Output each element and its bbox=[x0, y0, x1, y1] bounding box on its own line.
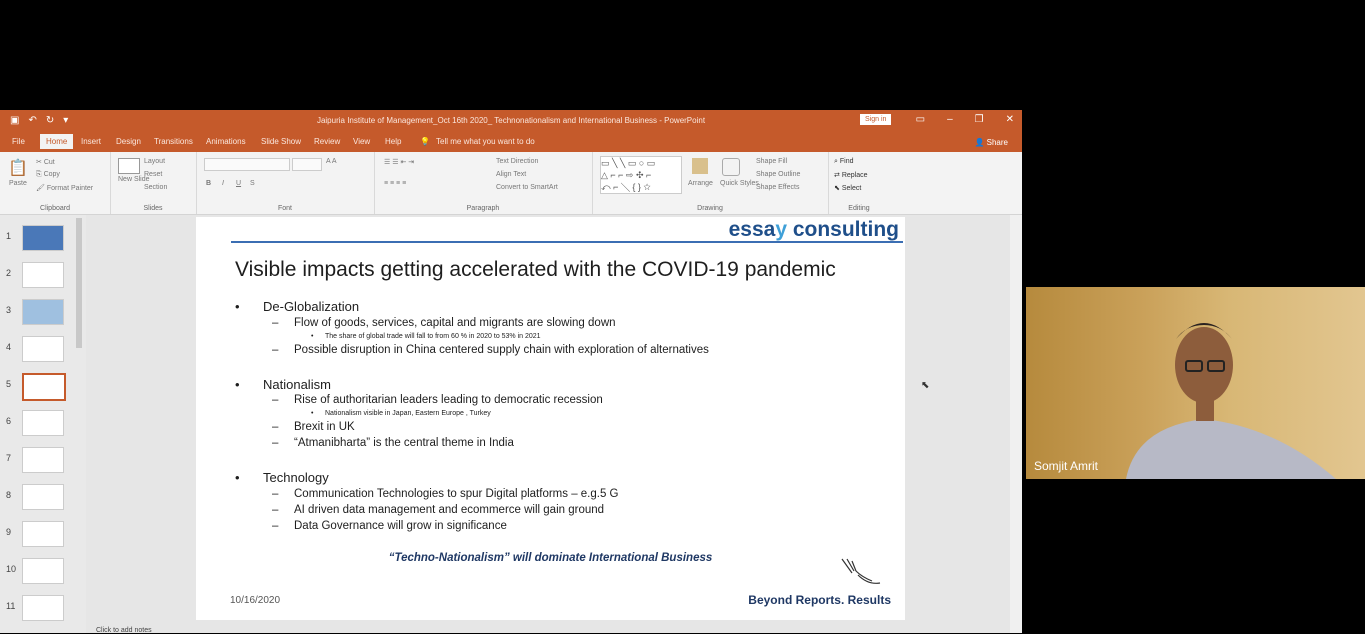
video-tile bbox=[1026, 287, 1365, 479]
tab-insert[interactable]: Insert bbox=[81, 137, 102, 146]
replace-button[interactable] bbox=[834, 171, 868, 179]
thumbnail-scrollbar[interactable] bbox=[76, 218, 82, 348]
tab-home[interactable]: Home bbox=[40, 134, 73, 149]
bullet-item: – “Atmanibharta” is the central theme in India bbox=[272, 437, 514, 449]
thumbnail-image bbox=[22, 558, 64, 584]
ribbon-tabs bbox=[0, 132, 1022, 152]
shape-fill-button[interactable]: Shape Fill bbox=[756, 158, 788, 165]
header-rule bbox=[231, 241, 903, 243]
bullet-heading: • De-Globalization bbox=[235, 299, 360, 314]
shape-outline-button[interactable]: Shape Outline bbox=[756, 171, 801, 178]
thumbnail-image bbox=[22, 521, 64, 547]
thumbnail-slide[interactable] bbox=[0, 299, 86, 329]
thumbnail-image bbox=[22, 595, 64, 621]
thumbnail-slide[interactable] bbox=[0, 262, 86, 292]
font-size-input[interactable] bbox=[292, 158, 322, 171]
underline-button[interactable]: U bbox=[236, 180, 242, 187]
arrange-icon bbox=[692, 158, 708, 174]
find-label: Find bbox=[839, 158, 854, 165]
paragraph-group bbox=[374, 152, 593, 214]
grow-font-icon[interactable]: A A bbox=[326, 158, 337, 165]
share-button[interactable] bbox=[974, 138, 1008, 147]
cut-button[interactable] bbox=[36, 158, 55, 166]
dash-icon: – bbox=[272, 488, 279, 500]
thumbnail-number: 4 bbox=[6, 342, 12, 352]
slides-label: Slides bbox=[143, 205, 163, 212]
document-title: Jaipuria Institute of Management_Oct 16th 2020_ Technonationalism and International Business - PowerPoint bbox=[316, 116, 706, 125]
tab-file[interactable]: File bbox=[12, 137, 25, 146]
thumbnail-image bbox=[22, 262, 64, 288]
italic-button[interactable]: I bbox=[222, 180, 224, 187]
thumbnail-number: 9 bbox=[6, 527, 12, 537]
dash-icon: – bbox=[272, 317, 279, 329]
bullet-icon: • bbox=[235, 377, 240, 392]
text-direction-button[interactable]: Text Direction bbox=[496, 158, 539, 165]
thumbnail-image bbox=[22, 373, 66, 401]
quick-styles-icon bbox=[722, 158, 740, 176]
thumbnail-slide[interactable] bbox=[0, 410, 86, 440]
clipboard-label: Clipboard bbox=[40, 205, 70, 212]
paragraph-label: Paragraph bbox=[466, 205, 500, 212]
slide-date: 10/16/2020 bbox=[230, 595, 281, 606]
share-label: Share bbox=[986, 138, 1008, 147]
thumbnail-slide[interactable] bbox=[0, 373, 86, 403]
align-icon[interactable]: ≡ ≡ ≡ ≡ bbox=[384, 180, 407, 187]
tagline: Beyond Reports. Results bbox=[748, 593, 891, 607]
reset-button[interactable]: Reset bbox=[144, 171, 163, 178]
thumbnail-slide[interactable] bbox=[0, 521, 86, 551]
thumbnail-number: 8 bbox=[6, 490, 12, 500]
format-painter-button[interactable] bbox=[36, 184, 93, 192]
sub-bullet-item: • The share of global trade will fall to from 60 % in 2020 to 53% in 2021 bbox=[311, 333, 541, 340]
drawing-group bbox=[592, 152, 829, 214]
cursor-icon: ⬉ bbox=[834, 185, 840, 192]
replace-label: Replace bbox=[841, 172, 868, 179]
search-icon: ⌕ bbox=[834, 158, 838, 165]
paste-icon: 📋 bbox=[8, 160, 28, 177]
bullet-item: – Flow of goods, services, capital and migrants are slowing down bbox=[272, 317, 616, 329]
close-icon[interactable]: ✕ bbox=[1005, 114, 1014, 125]
redo-icon[interactable]: ↻ bbox=[45, 115, 55, 126]
slide-quote: “Techno-Nationalism” will dominate International Business bbox=[388, 552, 713, 564]
font-group bbox=[196, 152, 375, 214]
bullet-heading: • Technology bbox=[235, 470, 329, 485]
thumbnail-number: 3 bbox=[6, 305, 12, 315]
dash-icon: – bbox=[272, 344, 279, 356]
bullet-icon: • bbox=[235, 299, 240, 314]
select-label: Select bbox=[841, 185, 862, 192]
new-slide-icon bbox=[118, 158, 140, 174]
undo-icon[interactable]: ↶ bbox=[28, 115, 37, 126]
find-button[interactable] bbox=[834, 158, 854, 166]
participant-video bbox=[1026, 287, 1365, 479]
bullet-item: – Possible disruption in China centered supply chain with exploration of alternatives bbox=[272, 344, 709, 356]
paste-button[interactable]: Paste bbox=[9, 180, 27, 187]
bullet-item: – Rise of authoritarian leaders leading to democratic recession bbox=[272, 394, 603, 406]
cut-label: Cut bbox=[43, 159, 55, 166]
thumbnail-number: 5 bbox=[6, 379, 12, 389]
thumbnail-image bbox=[22, 225, 64, 251]
thumbnail-image bbox=[22, 336, 64, 362]
thumbnail-slide[interactable] bbox=[0, 484, 86, 514]
slide[interactable] bbox=[196, 217, 905, 620]
tab-animations[interactable]: Animations bbox=[206, 137, 246, 146]
tab-slide-show[interactable]: Slide Show bbox=[261, 137, 302, 146]
person-icon: 👤 bbox=[974, 138, 985, 147]
slides-group bbox=[110, 152, 197, 214]
bullet-item: – Brexit in UK bbox=[272, 421, 355, 433]
brush-icon: 🖌 bbox=[36, 185, 45, 192]
bullet-icon: • bbox=[311, 410, 314, 417]
save-icon[interactable]: ▣ bbox=[10, 115, 20, 126]
format-painter-label: Format Painter bbox=[46, 185, 94, 192]
dash-icon: – bbox=[272, 437, 279, 449]
title-bar bbox=[0, 110, 1022, 132]
bullet-item: – AI driven data management and ecommerce will gain ground bbox=[272, 504, 605, 516]
align-text-button[interactable]: Align Text bbox=[496, 171, 527, 178]
shapes-gallery[interactable]: ▭ ╲ ╲ ▭ ○ ▭ △ ⌐ ⌐ ⇨ ✣ ⌐ ⤺ ⌐ ╲ { } ☆ bbox=[600, 156, 682, 194]
participant-name: Somjit Amrit bbox=[1034, 459, 1099, 473]
thumbnail-image bbox=[22, 410, 64, 436]
bird-hand-icon bbox=[838, 555, 882, 589]
cut-icon: ✂ bbox=[36, 159, 42, 166]
bullet-item: – Communication Technologies to spur Digital platforms – e.g.5 G bbox=[272, 488, 619, 500]
dash-icon: – bbox=[272, 394, 279, 406]
bullets-icon[interactable]: ☰ ☰ ⇤ ⇥ bbox=[384, 159, 415, 166]
mouse-cursor-icon: ⬉ bbox=[921, 380, 930, 391]
tab-design[interactable]: Design bbox=[116, 137, 141, 146]
shape-effects-button[interactable]: Shape Effects bbox=[756, 184, 800, 191]
lightbulb-icon: 💡 bbox=[420, 137, 430, 146]
slide-thumbnails-pane bbox=[0, 215, 86, 633]
ribbon bbox=[0, 152, 1022, 215]
editing-label: Editing bbox=[848, 205, 870, 212]
quick-styles-button[interactable]: Quick Styles bbox=[720, 180, 759, 187]
section-button[interactable]: Section bbox=[144, 184, 168, 191]
window-controls bbox=[916, 114, 1014, 125]
ribbon-display-icon[interactable]: ▭ bbox=[915, 114, 926, 125]
thumbnail-number: 11 bbox=[6, 601, 16, 611]
bullet-icon: • bbox=[235, 470, 240, 485]
dash-icon: – bbox=[272, 504, 279, 516]
minimize-icon[interactable]: – bbox=[947, 114, 953, 125]
thumbnail-image bbox=[22, 299, 64, 325]
dash-icon: – bbox=[272, 520, 279, 532]
tab-review[interactable]: Review bbox=[314, 137, 341, 146]
copy-icon: ⎘ bbox=[36, 171, 42, 178]
thumbnail-image bbox=[22, 447, 64, 473]
select-button[interactable] bbox=[834, 184, 861, 192]
notes-placeholder[interactable]: Click to add notes bbox=[96, 627, 152, 634]
customize-icon[interactable]: ▾ bbox=[63, 115, 69, 126]
clipboard-group bbox=[0, 152, 111, 214]
arrange-button[interactable]: Arrange bbox=[688, 180, 713, 187]
font-name-input[interactable] bbox=[204, 158, 290, 171]
bullet-heading: • Nationalism bbox=[235, 377, 331, 392]
dash-icon: – bbox=[272, 421, 279, 433]
bullet-icon: • bbox=[311, 333, 314, 340]
tab-transitions[interactable]: Transitions bbox=[154, 137, 193, 146]
tell-me-search[interactable]: Tell me what you want to do bbox=[436, 137, 535, 146]
thumbnail-slide[interactable] bbox=[0, 447, 86, 477]
thumbnail-number: 1 bbox=[6, 231, 12, 241]
thumbnail-number: 10 bbox=[6, 564, 17, 574]
new-slide-button[interactable]: New Slide bbox=[118, 176, 150, 183]
thumbnail-slide[interactable] bbox=[0, 595, 86, 625]
thumbnail-number: 7 bbox=[6, 453, 12, 463]
thumbnail-slide[interactable] bbox=[0, 558, 86, 588]
font-label: Font bbox=[277, 205, 292, 212]
essay-consulting-logo: essay consulting bbox=[728, 218, 899, 241]
editor-scrollbar[interactable] bbox=[1010, 215, 1022, 633]
bullet-item: – Data Governance will grow in significance bbox=[272, 520, 507, 532]
thumbnail-slide[interactable] bbox=[0, 225, 86, 255]
replace-icon: ⇄ bbox=[834, 172, 840, 179]
editing-group bbox=[828, 152, 890, 214]
thumbnail-number: 2 bbox=[6, 268, 12, 278]
copy-label: Copy bbox=[43, 171, 60, 178]
copy-button[interactable] bbox=[36, 171, 60, 179]
slide-title: Visible impacts getting accelerated with the COVID-19 pandemic bbox=[235, 258, 836, 281]
drawing-label: Drawing bbox=[697, 205, 723, 212]
sign-in-button[interactable]: Sign in bbox=[860, 114, 891, 125]
bold-button[interactable]: B bbox=[206, 180, 212, 187]
thumbnail-number: 6 bbox=[6, 416, 12, 426]
thumbnail-slide[interactable] bbox=[0, 336, 86, 366]
thumbnail-image bbox=[22, 484, 64, 510]
sub-bullet-item: • Nationalism visible in Japan, Eastern Europe , Turkey bbox=[311, 410, 491, 417]
convert-smartart-button[interactable]: Convert to SmartArt bbox=[496, 184, 558, 191]
strikethrough-button[interactable]: S bbox=[250, 180, 255, 187]
layout-button[interactable]: Layout bbox=[144, 158, 166, 165]
tab-help[interactable]: Help bbox=[385, 137, 402, 146]
restore-icon[interactable]: ❐ bbox=[974, 114, 984, 125]
tab-view[interactable]: View bbox=[353, 137, 371, 146]
